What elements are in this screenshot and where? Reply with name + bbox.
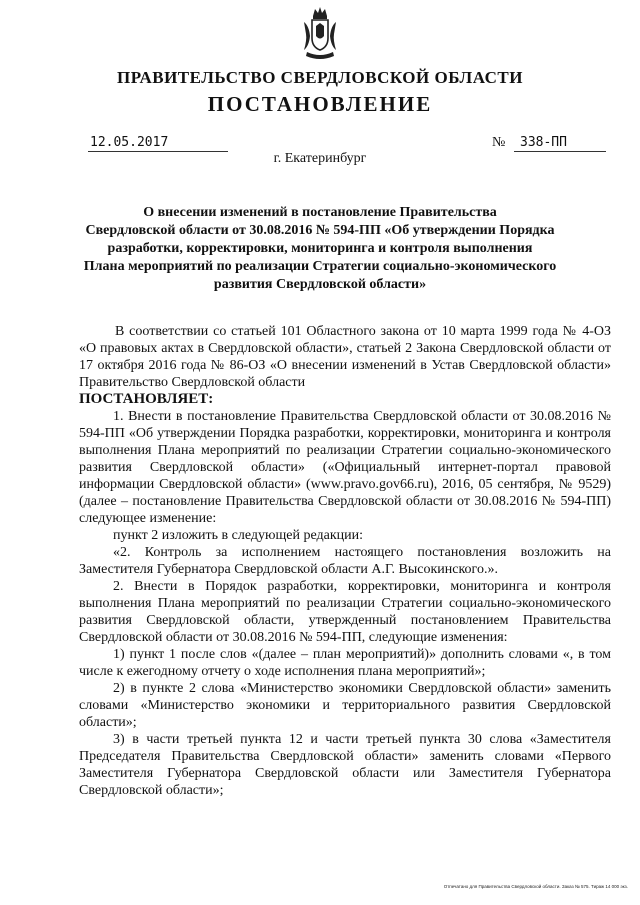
organization-name: ПРАВИТЕЛЬСТВО СВЕРДЛОВСКОЙ ОБЛАСТИ [117,68,523,87]
item-2-2-paragraph: 2) в пункте 2 слова «Министерство экономики Свердловской области» заменить словами «Министерство экономики и территориального развития Свердловской области»; [79,681,611,730]
title-line: разработки, корректировки, мониторинга и контроля выполнения [107,241,533,256]
print-footer: Отпечатано для Правительства Свердловской области. Заказ № 575. Тираж 14 000 экз. [443,884,628,889]
document-title [60,204,580,294]
document-number [514,135,606,150]
title-line: Свердловской области от 30.08.2016 № 594-ПП «Об утверждении Порядка [85,223,555,238]
number-label: № [492,135,506,150]
title-line: развития Свердловской области» [213,277,427,292]
item-2-1-paragraph: 1) пункт 1 после слов «(далее – план мероприятий)» дополнить словами «, в том числе к ежегодному отчету о ходе исполнения плана мероприятий»; [79,647,611,679]
item-1-subparagraph: пункт 2 изложить в следующей редакции: [113,528,363,543]
document-type: ПОСТАНОВЛЕНИЕ [207,92,433,116]
document-date-value: 12.05.2017 [90,135,169,150]
item-1-paragraph: 1. Внести в постановление Правительства Свердловской области от 30.08.2016 № 594-ПП «Об утверждении Порядка разработки, корректировки, мониторинга и контроля выполнения Плана мероприятий по реализации Стратегии социально-экономического развития Свердловской области» («Официальный интернет-портал правовой информации Свердловской области» (www.pravo.gov66.ru), 2016, 05 сентября, № 9529) (далее – постановление Правительства Свердловской области от 30.08.2016 № 594-ПП) следующее изменение: [79,409,611,526]
item-2-3-paragraph: 3) в части третьей пункта 12 и части третьей пункта 30 слова «Заместителя Председателя Правительства Свердловской области» заменить словами «Первого Заместителя Губернатора Свердловской области или Заместителя Губернатора Свердловской области»; [79,732,611,798]
city: г. Екатеринбург [273,151,367,166]
preamble-paragraph: В соответствии со статьей 101 Областного закона от 10 марта 1999 года № 4-ОЗ «О правовых актах в Свердловской области», статьей 2 Закона Свердловской области от 17 октября 2016 года № 86-ОЗ «О внесении изменений в Устав Свердловской области» Правительство Свердловской области [79,324,611,390]
item-1-new-wording: «2. Контроль за исполнением настоящего постановления возложить на Заместителя Губернатора Свердловской области А.Г. Высокинского.». [79,545,611,577]
item-2-paragraph: 2. Внести в Порядок разработки, корректировки, мониторинга и контроля выполнения Плана мероприятий по реализации Стратегии социально-экономического развития Свердловской области, утвержденный постановлением Правительства Свердловской области от 30.08.2016 № 594-ПП, следующие изменения: [79,579,611,645]
title-line: О внесении изменений в постановление Правительства [143,205,497,220]
document-body [79,323,611,799]
document-number-value: 338-ПП [520,135,567,150]
resolves-heading: ПОСТАНОВЛЯЕТ: [79,391,214,407]
document-date [88,135,228,150]
title-line: Плана мероприятий по реализации Стратегии социально-экономического [83,259,557,274]
coat-of-arms-icon [301,6,339,64]
